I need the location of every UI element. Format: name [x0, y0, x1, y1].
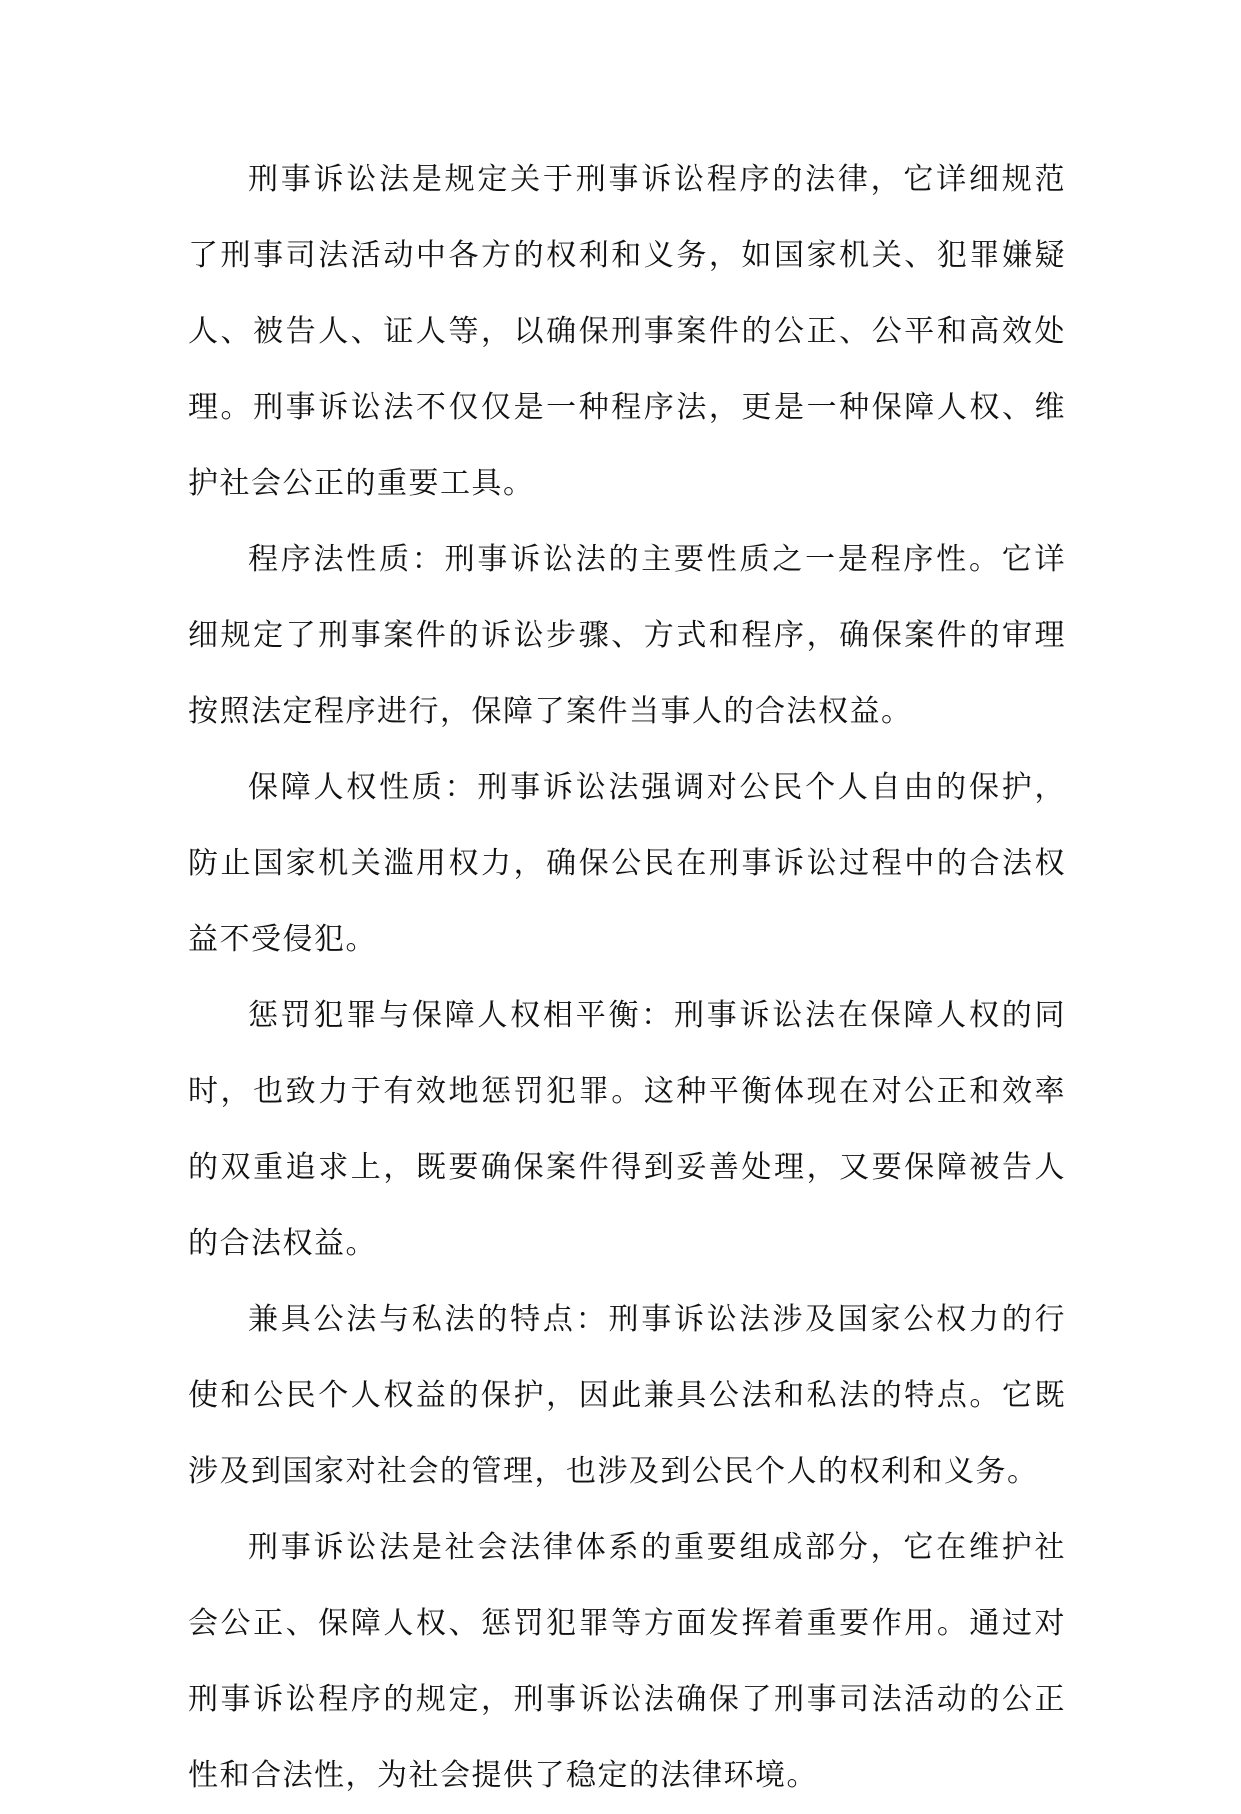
paragraph-procedural-nature: 程序法性质：刑事诉讼法的主要性质之一是程序性。它详细规定了刑事案件的诉讼步骤、方式和程序，确保案件的审理按照法定程序进行，保障了案件当事人的合法权益。: [188, 542, 1066, 729]
paragraph-intro: 刑事诉讼法是规定关于刑事诉讼程序的法律，它详细规范了刑事司法活动中各方的权利和义务，如国家机关、犯罪嫌疑人、被告人、证人等，以确保刑事案件的公正、公平和高效处理。刑事诉讼法不仅仅是一种程序法，更是一种保障人权、维护社会公正的重要工具。: [188, 162, 1066, 501]
paragraph-human-rights-nature: 保障人权性质：刑事诉讼法强调对公民个人自由的保护，防止国家机关滥用权力，确保公民在刑事诉讼过程中的合法权益不受侵犯。: [188, 770, 1066, 957]
paragraph-conclusion: 刑事诉讼法是社会法律体系的重要组成部分，它在维护社会公正、保障人权、惩罚犯罪等方面发挥着重要作用。通过对刑事诉讼程序的规定，刑事诉讼法确保了刑事司法活动的公正性和合法性，为社会提供了稳定的法律环境。: [188, 1530, 1066, 1793]
paragraph-balance: 惩罚犯罪与保障人权相平衡：刑事诉讼法在保障人权的同时，也致力于有效地惩罚犯罪。这种平衡体现在对公正和效率的双重追求上，既要确保案件得到妥善处理，又要保障被告人的合法权益。: [188, 998, 1066, 1261]
paragraph-public-private-law: 兼具公法与私法的特点：刑事诉讼法涉及国家公权力的行使和公民个人权益的保护，因此兼具公法和私法的特点。它既涉及到国家对社会的管理，也涉及到公民个人的权利和义务。: [188, 1302, 1066, 1489]
